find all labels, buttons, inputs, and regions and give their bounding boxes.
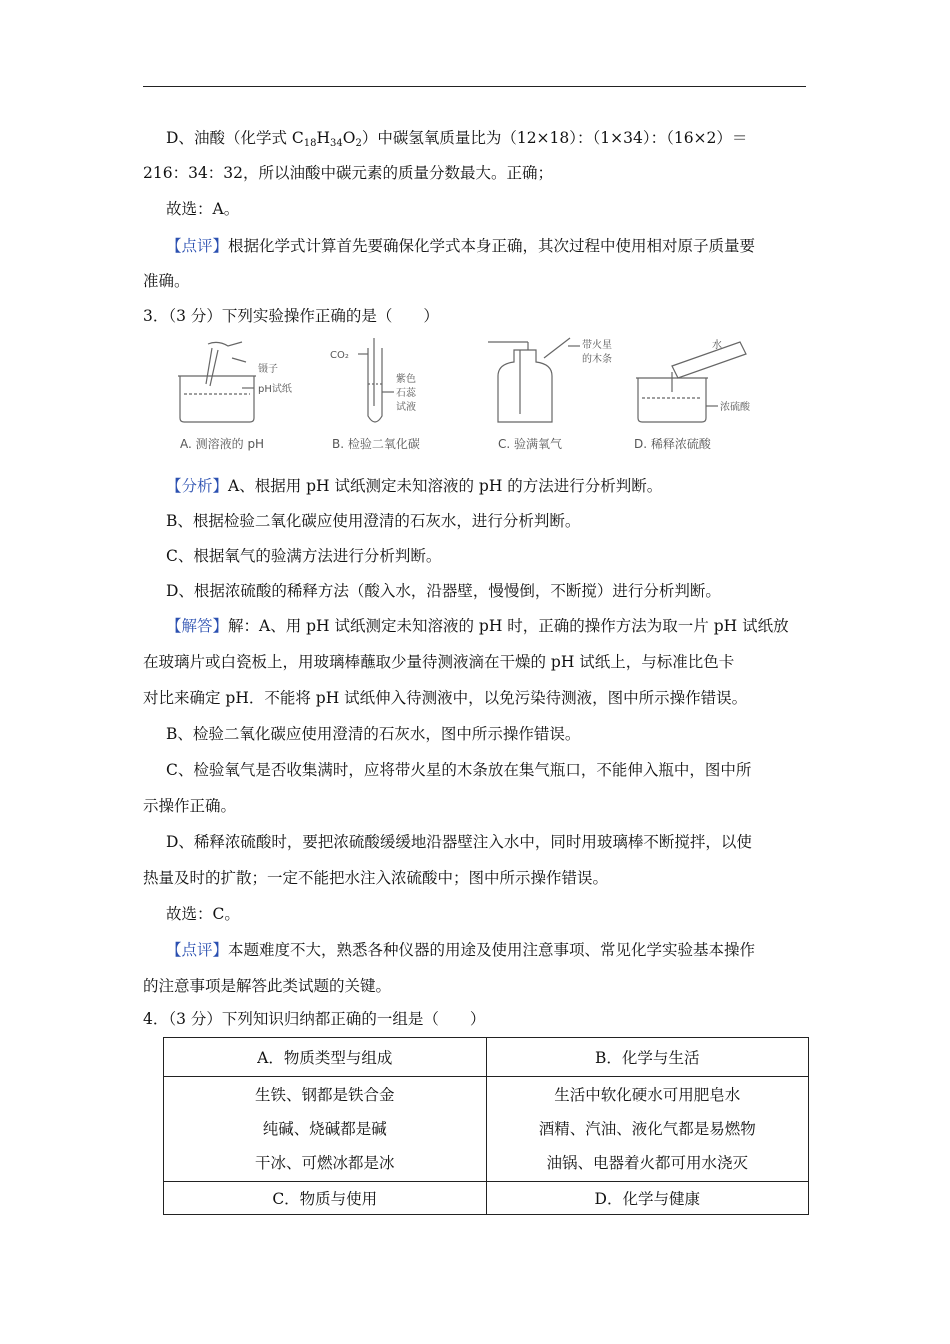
figure-c-gas-bottle [488, 338, 580, 422]
analysis-line-3: C、根据氧气的验满方法进行分析判断。 [166, 547, 442, 565]
figure-a-label-ph-paper: pH试纸 [258, 384, 292, 395]
figure-a-beaker [178, 342, 256, 422]
figure-d-caption: D. 稀释浓硫酸 [634, 437, 711, 451]
answer-line-3: 对比来确定 pH．不能将 pH 试纸伸入待测液中，以免污染待测液，图中所示操作错误。 [143, 689, 748, 707]
analysis-line-1: 【分析】A、根据用 pH 试纸测定未知溶液的 pH 的方法进行分析判断。 [166, 477, 663, 495]
answer-line-5: C、检验氧气是否收集满时，应将带火星的木条放在集气瓶口，不能伸入瓶中，图中所 [166, 761, 752, 779]
experiment-figure [172, 336, 772, 461]
figure-c-label-1: 带火星 [582, 340, 612, 351]
answer-tag: 【解答】 [166, 617, 229, 635]
answer-line-9: 故选：C。 [166, 905, 240, 923]
knowledge-table [163, 1037, 809, 1215]
comment-tag: 【点评】 [166, 237, 229, 255]
table-cell-a [164, 1077, 487, 1182]
option-d-line-2: 216：34：32，所以油酸中碳元素的质量分数最大。正确； [143, 164, 554, 182]
q3-comment-tag: 【点评】 [166, 941, 229, 959]
figure-b-caption: B. 检验二氧化碳 [332, 437, 420, 451]
figure-b-label-co2: CO₂ [330, 350, 349, 361]
figure-d-label-water: 水 [712, 340, 722, 351]
figure-b-test-tube [358, 338, 394, 422]
table-cell-b [486, 1077, 809, 1182]
list-item: 干冰、可燃冰都是冰 [254, 1154, 395, 1172]
q3-comment-line-2: 的注意事项是解答此类试题的关键。 [143, 977, 392, 995]
figure-c-label-2: 的木条 [582, 354, 612, 365]
comment-line-2: 准确。 [143, 272, 190, 290]
list-item: 酒精、汽油、液化气都是易燃物 [538, 1120, 756, 1138]
option-d-line-1: D、油酸（化学式 $C_{18}H_{34}O_2$）中碳氢氧质量比为（12×18）：（1×34）：（16×2）＝ [166, 129, 748, 149]
table-head-c: C．物质与使用 [164, 1182, 487, 1215]
figure-b-label-3: 试液 [396, 402, 416, 413]
question-3-stem: 3．（3 分）下列实验操作正确的是（ ） [143, 307, 439, 325]
table-head-a: A．物质类型与组成 [164, 1038, 487, 1077]
list-item: 生铁、钢都是铁合金 [254, 1086, 395, 1104]
table-head-b: B．化学与生活 [486, 1038, 809, 1077]
answer-line-1: 【解答】解：A、用 pH 试纸测定未知溶液的 pH 时，正确的操作方法为取一片 pH 试纸放 [166, 617, 789, 635]
list-item: 油锅、电器着火都可用水浇灭 [546, 1154, 748, 1172]
figure-b-label-1: 紫色 [396, 374, 416, 385]
answer-line-6: 示操作正确。 [143, 797, 237, 815]
table-row [164, 1038, 809, 1077]
table-row [164, 1182, 809, 1215]
figure-a-label-tweezers: 镊子 [258, 364, 278, 375]
analysis-line-4: D、根据浓硫酸的稀释方法（酸入水，沿器壁，慢慢倒，不断搅）进行分析判断。 [166, 582, 721, 600]
figure-d-label-acid: 浓硫酸 [720, 402, 750, 413]
answer-line-8: 热量及时的扩散；一定不能把水注入浓硫酸中；图中所示操作错误。 [143, 869, 609, 887]
choice-line: 故选：A。 [166, 200, 240, 218]
analysis-line-2: B、根据检验二氧化碳应使用澄清的石灰水，进行分析判断。 [166, 512, 581, 530]
table-head-d: D．化学与健康 [486, 1182, 809, 1215]
list-item: 纯碱、烧碱都是碱 [262, 1120, 387, 1138]
figure-a-caption: A. 测溶液的 pH [180, 437, 265, 451]
header-rule [143, 86, 806, 87]
figure-c-caption: C. 验满氧气 [498, 437, 563, 451]
q3-comment-line-1: 【点评】本题难度不大，熟悉各种仪器的用途及使用注意事项、常见化学实验基本操作 [166, 941, 756, 959]
answer-line-2: 在玻璃片或白瓷板上，用玻璃棒蘸取少量待测液滴在干燥的 pH 试纸上，与标准比色卡 [143, 653, 735, 671]
analysis-tag: 【分析】 [166, 477, 229, 495]
comment-line-1: 【点评】根据化学式计算首先要确保化学式本身正确，其次过程中使用相对原子质量要 [166, 237, 756, 255]
table-row [164, 1077, 809, 1182]
answer-line-7: D、稀释浓硫酸时，要把浓硫酸缓缓地沿器壁注入水中，同时用玻璃棒不断搅拌，以使 [166, 833, 752, 851]
list-item: 生活中软化硬水可用肥皂水 [554, 1086, 741, 1104]
answer-line-4: B、检验二氧化碳应使用澄清的石灰水，图中所示操作错误。 [166, 725, 581, 743]
question-4-stem: 4．（3 分）下列知识归纳都正确的一组是（ ） [143, 1010, 486, 1028]
figure-b-label-2: 石蕊 [396, 388, 416, 399]
